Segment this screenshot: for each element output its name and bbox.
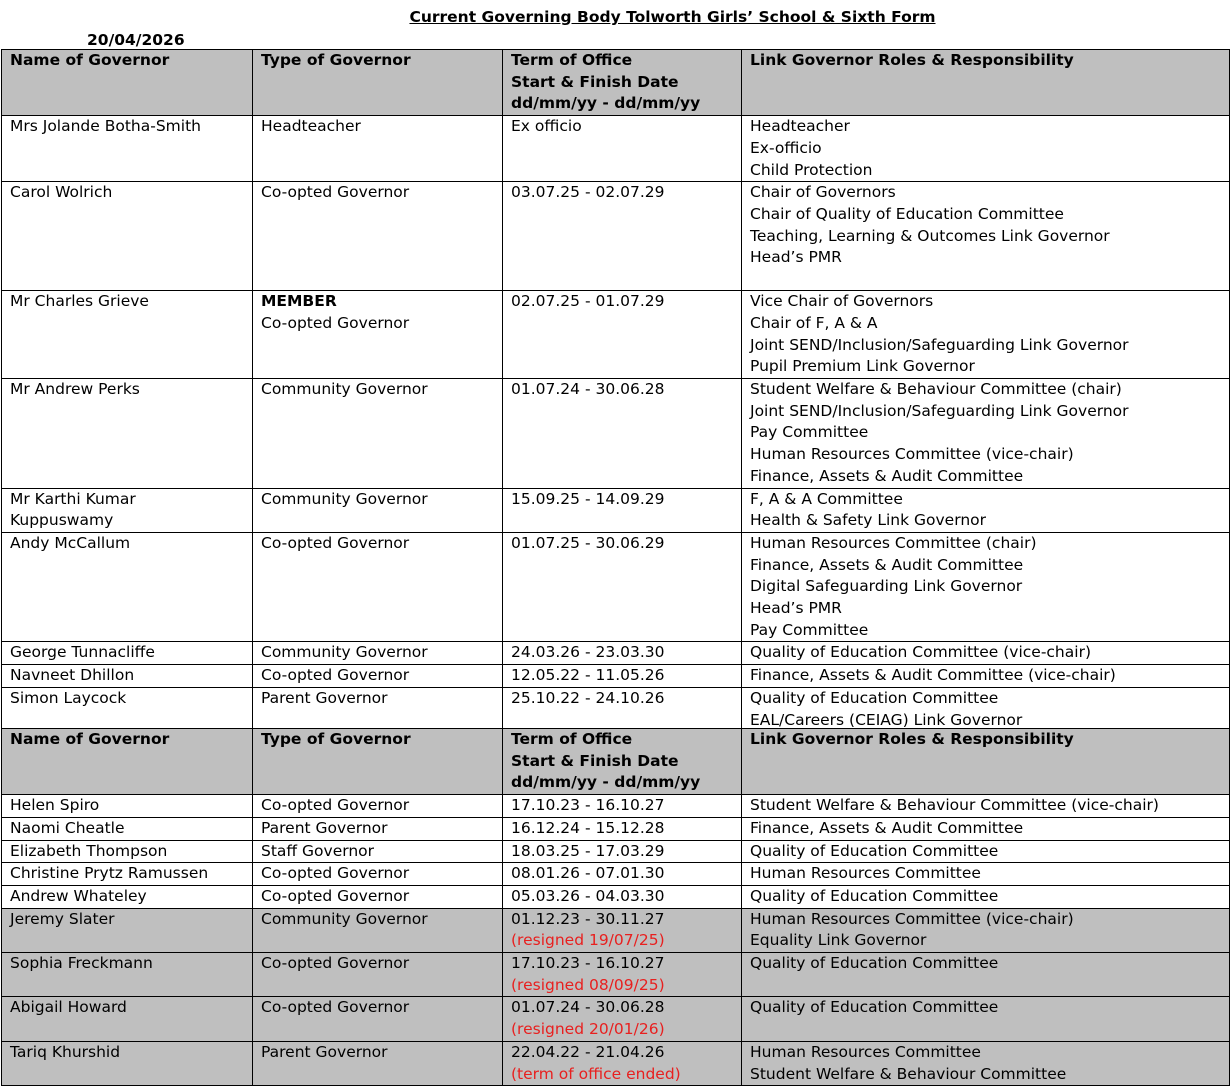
table-row [2, 863, 1230, 886]
governor-type: Co-opted Governor [261, 954, 410, 973]
governor-name-cell [2, 817, 253, 840]
governor-type: Headteacher [261, 117, 361, 136]
term-dates: 01.07.24 - 30.06.28 [511, 380, 665, 399]
governor-name-cell [2, 116, 253, 182]
term-cell [503, 885, 742, 908]
header-term-line: dd/mm/yy - dd/mm/yy [511, 773, 701, 792]
governor-name: Mrs Jolande Botha-Smith [10, 117, 201, 136]
roles-cell [742, 817, 1230, 840]
role-item: Chair of Governors [750, 183, 896, 202]
term-status-note: (resigned 08/09/25) [511, 975, 665, 994]
term-dates: 05.03.26 - 04.03.30 [511, 886, 665, 905]
governor-type: Parent Governor [261, 818, 388, 837]
header-name: Name of Governor [2, 50, 253, 116]
term-dates: 01.07.25 - 30.06.29 [511, 533, 665, 552]
role-item: Quality of Education Committee [750, 688, 999, 707]
role-item: Finance, Assets & Audit Committee [750, 555, 1024, 574]
role-item: Finance, Assets & Audit Committee (vice-chair) [750, 666, 1116, 685]
role-item: Head’s PMR [750, 599, 842, 618]
governor-name: George Tunnacliffe [10, 643, 155, 662]
role-item: Student Welfare & Behaviour Committee (vice-chair) [750, 796, 1159, 815]
roles-cell [742, 116, 1230, 182]
role-item: Finance, Assets & Audit Committee [750, 818, 1024, 837]
table-row [2, 291, 1230, 379]
member-badge: MEMBER [261, 292, 337, 311]
governor-name: Carol Wolrich [10, 183, 113, 202]
term-dates: 08.01.26 - 07.01.30 [511, 864, 665, 883]
role-item: Health & Safety Link Governor [750, 511, 986, 530]
roles-cell [742, 908, 1230, 952]
governor-type: Community Governor [261, 380, 428, 399]
term-dates: 12.05.22 - 11.05.26 [511, 666, 665, 685]
role-item: Pupil Premium Link Governor [750, 357, 975, 376]
role-item: Quality of Education Committee (vice-chair) [750, 643, 1091, 662]
roles-cell [742, 379, 1230, 489]
role-item: Chair of Quality of Education Committee [750, 204, 1064, 223]
table-body [2, 116, 1230, 732]
document-date: 20/04/2026 [87, 31, 185, 49]
term-status-note: (resigned 20/01/26) [511, 1020, 665, 1039]
governor-name-cell [2, 642, 253, 665]
governor-type-cell [253, 532, 503, 642]
role-item: Joint SEND/Inclusion/Safeguarding Link Governor [750, 335, 1129, 354]
governor-name-cell [2, 997, 253, 1041]
table-row [2, 182, 1230, 291]
governor-type-cell [253, 953, 503, 997]
header-type: Type of Governor [253, 729, 503, 795]
role-item: Quality of Education Committee [750, 841, 999, 860]
header-term-line: dd/mm/yy - dd/mm/yy [511, 94, 701, 113]
roles-cell [742, 665, 1230, 688]
table-row [2, 532, 1230, 642]
governor-name-cell [2, 885, 253, 908]
term-cell [503, 840, 742, 863]
governor-name: Christine Prytz Ramussen [10, 864, 209, 883]
roles-cell [742, 1041, 1230, 1085]
table-row [2, 687, 1230, 731]
roles-cell [742, 182, 1230, 291]
term-cell [503, 488, 742, 532]
governor-type: Co-opted Governor [261, 533, 410, 552]
role-item: Human Resources Committee (vice-chair) [750, 445, 1074, 464]
role-item: Student Welfare & Behaviour Committee [750, 1064, 1067, 1083]
roles-cell [742, 488, 1230, 532]
governor-name-cell [2, 953, 253, 997]
term-cell [503, 642, 742, 665]
role-item: F, A & A Committee [750, 489, 903, 508]
roles-cell [742, 863, 1230, 886]
term-dates: 02.07.25 - 01.07.29 [511, 292, 665, 311]
term-dates: 17.10.23 - 16.10.27 [511, 796, 665, 815]
governor-type: Co-opted Governor [261, 864, 410, 883]
governor-type-cell [253, 488, 503, 532]
term-cell [503, 997, 742, 1041]
header-term [503, 729, 742, 795]
role-item: Ex-officio [750, 138, 822, 157]
term-cell [503, 291, 742, 379]
header-term-line: Term of Office [511, 51, 633, 69]
roles-cell [742, 885, 1230, 908]
term-cell [503, 532, 742, 642]
governor-name: Andy McCallum [10, 533, 131, 552]
governor-name: Simon Laycock [10, 688, 127, 707]
header-term-line: Start & Finish Date [511, 72, 679, 91]
governor-type-cell [253, 116, 503, 182]
table-row [2, 817, 1230, 840]
term-dates: 17.10.23 - 16.10.27 [511, 954, 665, 973]
governor-type-cell [253, 1041, 503, 1085]
term-status-note: (term of office ended) [511, 1064, 681, 1083]
table-row [2, 1041, 1230, 1085]
roles-cell [742, 953, 1230, 997]
governor-type: Parent Governor [261, 688, 388, 707]
role-item: Headteacher [750, 117, 850, 136]
table-row [2, 885, 1230, 908]
term-dates: Ex officio [511, 117, 582, 136]
governor-name-cell [2, 1041, 253, 1085]
governor-type-cell [253, 863, 503, 886]
term-dates: 16.12.24 - 15.12.28 [511, 818, 665, 837]
role-item: Joint SEND/Inclusion/Safeguarding Link Governor [750, 401, 1129, 420]
term-cell [503, 665, 742, 688]
governor-name-cell [2, 795, 253, 818]
table-row [2, 642, 1230, 665]
role-item: Human Resources Committee (vice-chair) [750, 909, 1074, 928]
term-cell [503, 795, 742, 818]
governors-table-current [1, 49, 1230, 732]
term-dates: 01.12.23 - 30.11.27 [511, 909, 665, 928]
table-row [2, 840, 1230, 863]
governor-type-cell [253, 840, 503, 863]
governor-name: Mr Andrew Perks [10, 380, 140, 399]
term-cell [503, 817, 742, 840]
term-cell [503, 908, 742, 952]
roles-cell [742, 532, 1230, 642]
governor-type-cell [253, 997, 503, 1041]
governor-type: Community Governor [261, 643, 428, 662]
governor-type-cell [253, 795, 503, 818]
term-cell [503, 379, 742, 489]
governor-name: Kuppuswamy [10, 511, 114, 530]
roles-cell [742, 291, 1230, 379]
header-roles: Link Governor Roles & Responsibility [742, 729, 1230, 795]
table-row [2, 953, 1230, 997]
governor-name: Helen Spiro [10, 796, 100, 815]
table-header-row [2, 729, 1230, 795]
governor-type-cell [253, 687, 503, 731]
governor-name-cell [2, 665, 253, 688]
governor-name: Andrew Whateley [10, 886, 147, 905]
governor-name-cell [2, 687, 253, 731]
role-item: Child Protection [750, 160, 873, 179]
term-dates: 25.10.22 - 24.10.26 [511, 688, 665, 707]
table-row [2, 997, 1230, 1041]
term-dates: 03.07.25 - 02.07.29 [511, 183, 665, 202]
role-item: Quality of Education Committee [750, 886, 999, 905]
governor-type-cell [253, 379, 503, 489]
term-dates: 15.09.25 - 14.09.29 [511, 489, 665, 508]
governor-type: Co-opted Governor [261, 666, 410, 685]
role-item: Vice Chair of Governors [750, 292, 934, 311]
governor-name-cell [2, 182, 253, 291]
governor-type-cell [253, 182, 503, 291]
governor-name-cell [2, 488, 253, 532]
governor-type: Community Governor [261, 909, 428, 928]
table-row [2, 795, 1230, 818]
governor-type: Staff Governor [261, 841, 375, 860]
role-item: EAL/Careers (CEIAG) Link Governor [750, 710, 1023, 729]
governor-type: Co-opted Governor [261, 796, 410, 815]
governor-type: Co-opted Governor [261, 313, 410, 332]
role-item: Quality of Education Committee [750, 954, 999, 973]
table-body [2, 795, 1230, 1086]
governor-name: Tariq Khurshid [10, 1042, 121, 1061]
role-item: Chair of F, A & A [750, 313, 878, 332]
governors-table-other [1, 728, 1230, 1086]
governor-name-cell [2, 863, 253, 886]
governor-type-cell [253, 885, 503, 908]
term-cell [503, 116, 742, 182]
governor-type: Parent Governor [261, 1042, 388, 1061]
table-row [2, 379, 1230, 489]
document-title: Current Governing Body Tolworth Girls’ School & Sixth Form [409, 8, 936, 26]
role-item: Teaching, Learning & Outcomes Link Governor [750, 226, 1110, 245]
governor-name-cell [2, 291, 253, 379]
table-row [2, 665, 1230, 688]
role-item: Digital Safeguarding Link Governor [750, 577, 1023, 596]
roles-cell [742, 997, 1230, 1041]
roles-cell [742, 687, 1230, 731]
role-item: Pay Committee [750, 423, 869, 442]
governor-name: Naomi Cheatle [10, 818, 125, 837]
governor-name-cell [2, 908, 253, 952]
governor-name: Jeremy Slater [10, 909, 115, 928]
governor-type: Co-opted Governor [261, 183, 410, 202]
term-status-note: (resigned 19/07/25) [511, 931, 665, 950]
governor-name: Mr Charles Grieve [10, 292, 149, 311]
header-term-line: Term of Office [511, 730, 633, 748]
governor-name-cell [2, 379, 253, 489]
role-item: Human Resources Committee (chair) [750, 533, 1037, 552]
governor-type-cell [253, 665, 503, 688]
role-item: Student Welfare & Behaviour Committee (chair) [750, 380, 1122, 399]
term-dates: 18.03.25 - 17.03.29 [511, 841, 665, 860]
header-roles: Link Governor Roles & Responsibility [742, 50, 1230, 116]
governor-type: Community Governor [261, 489, 428, 508]
governor-name: Mr Karthi Kumar [10, 489, 136, 508]
governor-type: Co-opted Governor [261, 998, 410, 1017]
roles-cell [742, 642, 1230, 665]
term-dates: 22.04.22 - 21.04.26 [511, 1042, 665, 1061]
term-cell [503, 182, 742, 291]
roles-cell [742, 840, 1230, 863]
header-name: Name of Governor [2, 729, 253, 795]
term-cell [503, 1041, 742, 1085]
governor-name: Abigail Howard [10, 998, 127, 1017]
term-cell [503, 863, 742, 886]
header-term-line: Start & Finish Date [511, 751, 679, 770]
term-cell [503, 687, 742, 731]
governor-name-cell [2, 840, 253, 863]
governor-type-cell [253, 817, 503, 840]
term-dates: 01.07.24 - 30.06.28 [511, 998, 665, 1017]
roles-cell [742, 795, 1230, 818]
governor-type-cell [253, 908, 503, 952]
role-item: Human Resources Committee [750, 1042, 981, 1061]
governor-name: Elizabeth Thompson [10, 841, 168, 860]
header-type: Type of Governor [253, 50, 503, 116]
governor-type: Co-opted Governor [261, 886, 410, 905]
governor-type-cell [253, 642, 503, 665]
role-item: Equality Link Governor [750, 931, 927, 950]
role-item: Pay Committee [750, 620, 869, 639]
term-dates: 24.03.26 - 23.03.30 [511, 643, 665, 662]
role-item: Finance, Assets & Audit Committee [750, 466, 1024, 485]
role-item: Head’s PMR [750, 248, 842, 267]
table-row [2, 908, 1230, 952]
table-row [2, 116, 1230, 182]
table-header-row [2, 50, 1230, 116]
governor-name-cell [2, 532, 253, 642]
role-item: Human Resources Committee [750, 864, 981, 883]
governor-type-cell [253, 291, 503, 379]
governor-name: Navneet Dhillon [10, 666, 135, 685]
role-item: Quality of Education Committee [750, 998, 999, 1017]
header-term [503, 50, 742, 116]
governor-name: Sophia Freckmann [10, 954, 153, 973]
term-cell [503, 953, 742, 997]
table-row [2, 488, 1230, 532]
